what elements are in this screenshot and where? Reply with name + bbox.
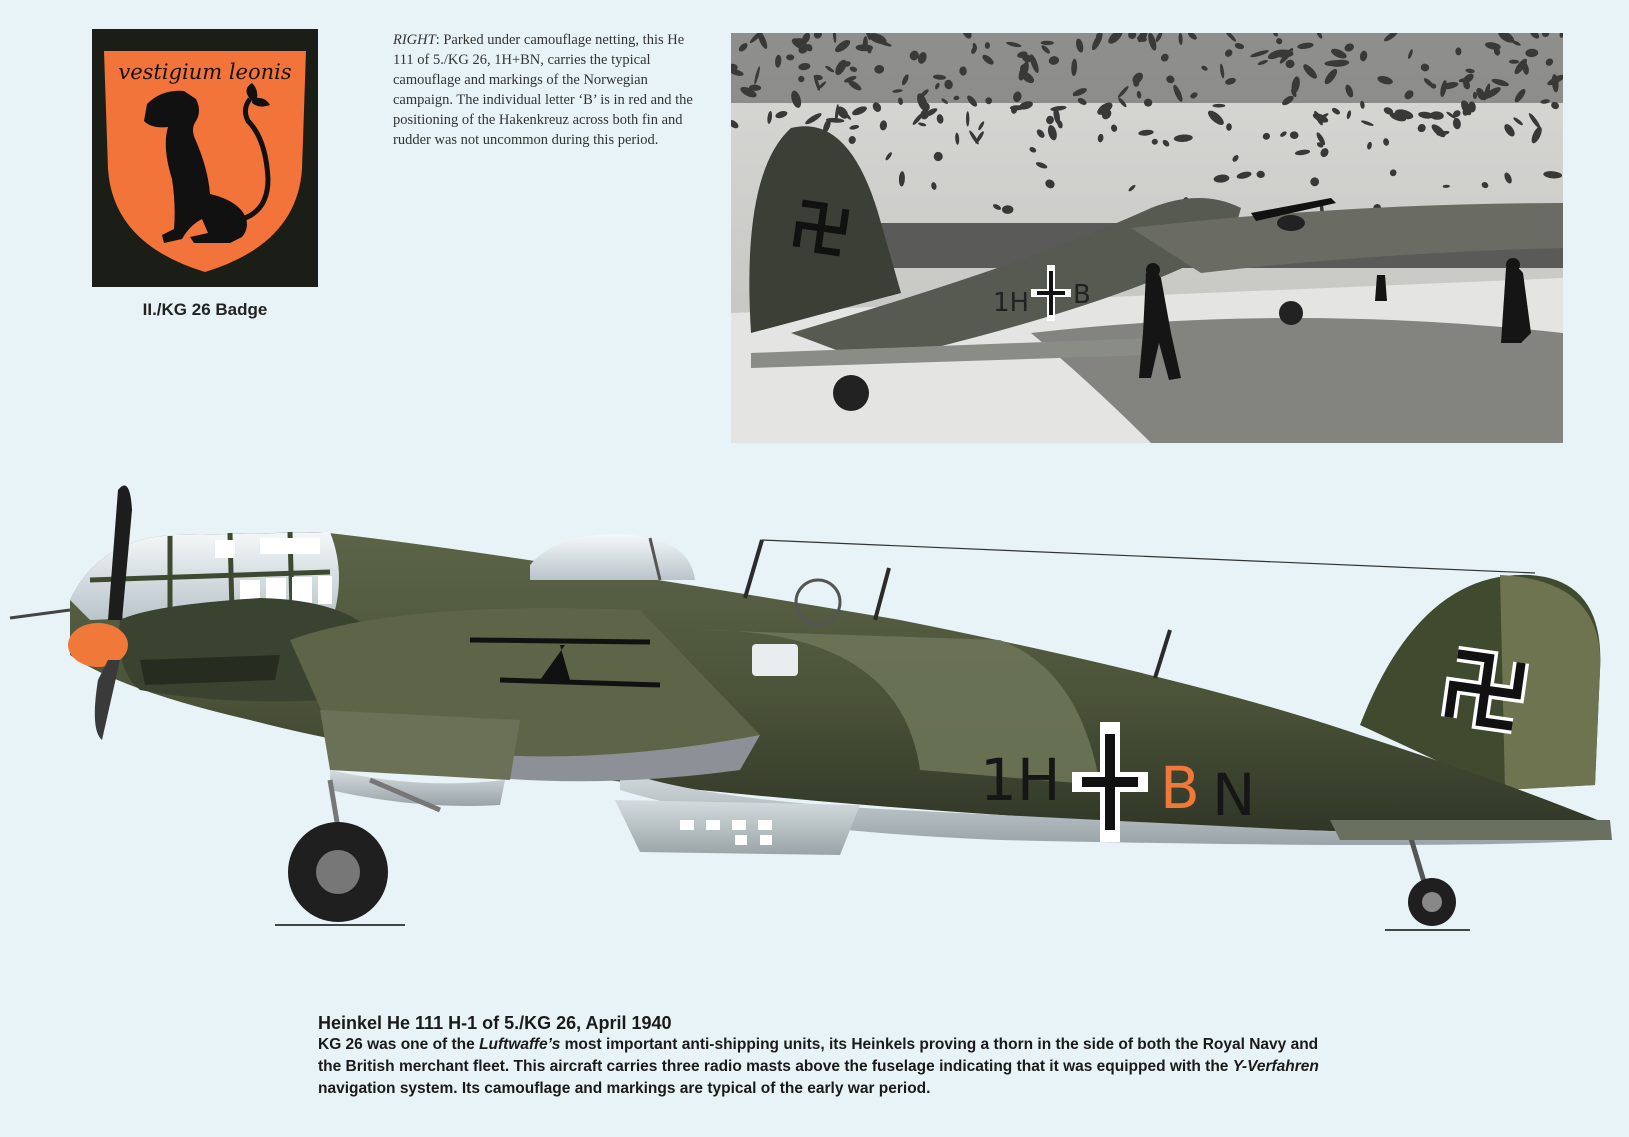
article — [318, 1012, 1338, 1100]
body-italic-1: Luftwaffe’s — [479, 1036, 561, 1053]
historical-photo — [731, 33, 1563, 443]
photo-code-left: 1H — [993, 288, 1030, 318]
photo-caption — [393, 30, 703, 150]
code-right: N — [1212, 761, 1256, 829]
code-individual-letter: B — [1160, 754, 1200, 822]
badge-motto: vestigium leonis — [118, 60, 292, 84]
caption-text: : Parked under camouflage netting, this He 111 of 5./KG 26, 1H+BN, carries the typical camouflage and markings of the Norwegian campaign. The individual letter ‘B’ is in red and the positioning of the Hakenkreuz across both fin and rudder was not uncommon during this period. — [393, 32, 693, 148]
body-italic-2: Y-Verfahren — [1232, 1058, 1319, 1075]
article-body — [318, 1034, 1338, 1100]
caption-lead: RIGHT — [393, 32, 436, 48]
shield-icon — [92, 29, 318, 287]
badge-caption: II./KG 26 Badge — [142, 300, 268, 319]
body-text-3: navigation system. Its camouflage and markings are typical of the early war period. — [318, 1080, 931, 1097]
unit-badge — [92, 29, 318, 287]
article-title: Heinkel He 111 H-1 of 5./KG 26, April 1940 — [318, 1013, 672, 1033]
body-text-1: KG 26 was one of the — [318, 1036, 480, 1053]
aircraft-profile — [0, 480, 1629, 950]
photo-code-right: B — [1073, 280, 1091, 310]
body-text-2: most important anti-shipping units, its Heinkels proving a thorn in the side of both the Royal Navy and the British merchant fleet. This aircraft carries three radio masts above the fuselage indicating that it was equipped with the — [318, 1036, 1319, 1075]
code-left: 1H — [980, 746, 1061, 814]
